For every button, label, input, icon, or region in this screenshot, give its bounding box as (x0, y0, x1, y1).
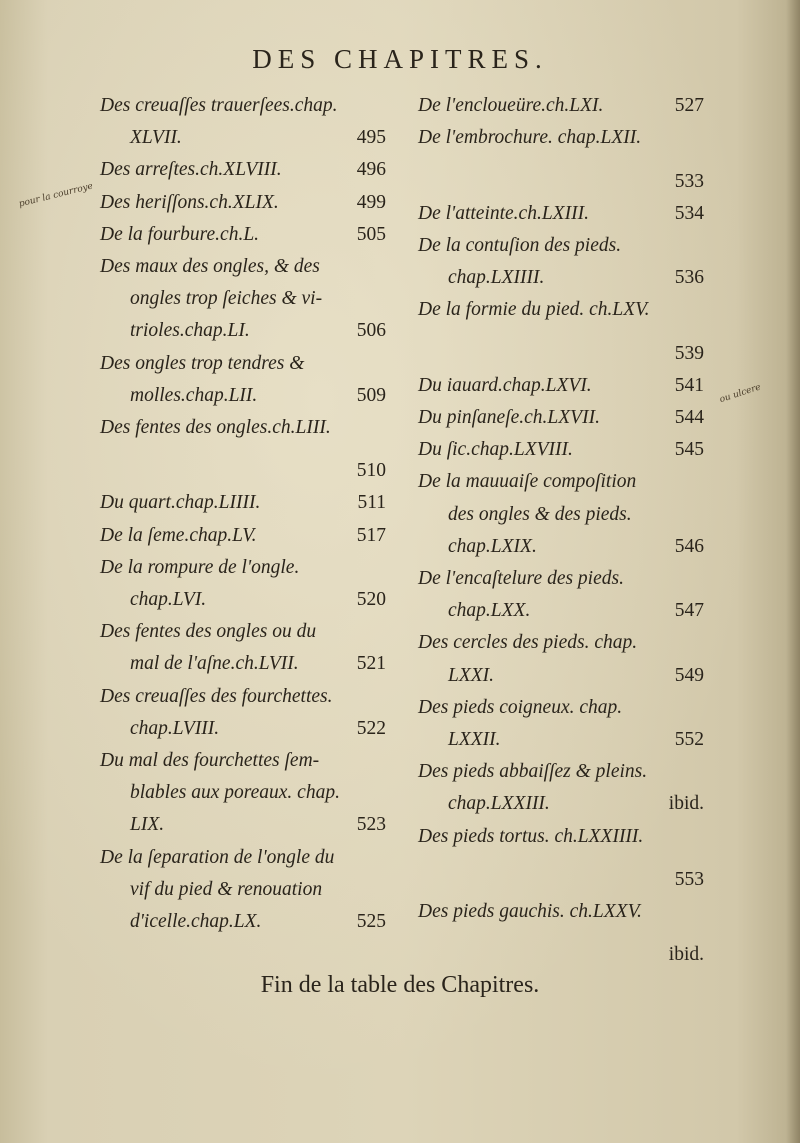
toc-entry-title-line: Des cercles des pieds. chap. (418, 632, 638, 654)
toc-entry (100, 219, 390, 251)
toc-entry-page-number: 499 (356, 191, 386, 213)
toc-entry-title-line: De la ſeparation de l'ongle du (100, 846, 335, 868)
toc-entry (418, 563, 708, 627)
toc-entry-page-number: 505 (356, 223, 386, 245)
toc-entry-title-line: Du ſic.chap.LXVIII. (418, 439, 573, 461)
toc-entry-page-number: 552 (674, 728, 704, 750)
toc-entry-title-line: De la formie du pied. ch.LXV. (418, 299, 650, 321)
toc-entry-title-line: ongles trop ſeiches & vi- (130, 288, 323, 310)
toc-entry-title-line: Du iauard.chap.LXVI. (418, 374, 592, 396)
toc-entry-page-number: 534 (674, 202, 704, 224)
toc-entry-title-line: De l'encloueüre.ch.LXI. (418, 95, 604, 116)
toc-entry-title-line (100, 444, 346, 476)
toc-entry (418, 896, 708, 972)
toc-entry (100, 487, 390, 519)
toc-entry-title-line: XLVII. (130, 127, 182, 149)
toc-entry-title-line: De la mauuaiſe compoſition (418, 471, 637, 493)
toc-entry (418, 122, 708, 198)
toc-entry-title-line: molles.chap.LII. (130, 384, 258, 406)
toc-entry (100, 154, 390, 186)
toc-entry-title-line (418, 327, 664, 359)
page-header: DES CHAPITRES. (252, 44, 548, 74)
table-column-left (100, 90, 390, 938)
toc-entry (418, 294, 708, 370)
toc-entry-title-line: Des fentes des ongles ou du (100, 621, 317, 643)
toc-entry-title-line (418, 853, 664, 885)
toc-entry-page-number: 496 (356, 159, 386, 181)
toc-entry-page-number: 520 (356, 589, 386, 610)
toc-entry-page-number: ibid. (668, 793, 704, 815)
handwritten-note-right: ou ulcere (718, 382, 763, 406)
toc-entry-page-number: 506 (356, 320, 386, 342)
toc-entry-title-line: De l'embrochure. chap.LXII. (418, 127, 642, 149)
toc-entry-page-number: 541 (674, 374, 704, 396)
toc-entry-title-line: De l'atteinte.ch.LXIII. (418, 202, 589, 224)
toc-entry (100, 520, 390, 552)
toc-entry (418, 821, 708, 897)
toc-entry-page-number: 544 (674, 407, 704, 429)
toc-entry-title-line: chap.LVIII. (130, 717, 220, 739)
toc-entry-page-number: 545 (674, 439, 704, 461)
toc-entry-title-line: Des creuaſſes trauerſees.chap. (100, 95, 338, 116)
toc-entry (100, 187, 390, 219)
toc-entry-page-number: 536 (674, 267, 704, 289)
toc-entry-title-line: chap.LXIX. (448, 535, 537, 557)
toc-entry-title-line: chap.LXX. (448, 600, 531, 622)
toc-entry-page-number: 517 (356, 524, 386, 546)
toc-entry-title-line: De la rompure de l'ongle. (100, 556, 300, 578)
toc-entry (418, 198, 708, 230)
toc-entry-title-line: Des fentes des ongles.ch.LIII. (100, 416, 331, 438)
toc-entry (100, 90, 390, 154)
toc-entry-title-line: Des pieds tortus. ch.LXXIIII. (418, 825, 644, 847)
toc-entry (100, 412, 390, 488)
toc-entry-title-line: Des heriſſons.ch.XLIX. (100, 191, 279, 213)
toc-entry (418, 230, 708, 294)
toc-entry-page-number: 521 (356, 653, 386, 675)
toc-entry-page-number: ibid. (668, 944, 704, 966)
toc-entry-page-number: 495 (356, 127, 386, 149)
toc-entry (418, 90, 708, 122)
toc-entry (418, 434, 708, 466)
toc-entry-title-line: De la contuſion des pieds. (418, 234, 622, 256)
toc-entry-title-line: blables aux poreaux. chap. (130, 782, 340, 804)
toc-entry (100, 616, 390, 680)
toc-entry (418, 402, 708, 434)
toc-entry-page-number: 522 (356, 717, 386, 739)
toc-entry-page-number: 510 (356, 460, 386, 482)
toc-entry-title-line: vif du pied & renouation (130, 878, 323, 900)
table-end-footer: Fin de la table des Chapitres. (260, 972, 540, 998)
toc-entry-title-line: De l'encaſtelure des pieds. (418, 568, 624, 589)
handwritten-note-left: pour la courroye (17, 181, 95, 210)
toc-entry-title-line: Des arreſtes.ch.XLVIII. (100, 159, 282, 181)
toc-entry-title-line (418, 154, 664, 186)
toc-entry-title-line: Des maux des ongles, & des (100, 255, 320, 277)
toc-entry-page-number: 525 (356, 910, 386, 932)
toc-entry-title-line: chap.LVI. (130, 589, 207, 610)
toc-entry-title-line: Du pinſaneſe.ch.LXVII. (418, 407, 600, 429)
toc-entry (100, 348, 390, 412)
toc-entry-page-number: 533 (674, 170, 704, 192)
toc-entry (418, 466, 708, 563)
toc-entry-title-line (418, 928, 664, 960)
toc-entry-title-line: Des pieds coigneux. chap. (418, 696, 623, 718)
toc-entry (100, 681, 390, 745)
toc-entry-page-number: 553 (674, 868, 704, 890)
toc-entry-title-line: trioles.chap.LI. (130, 320, 250, 342)
toc-entry-title-line: LXXII. (448, 728, 501, 750)
toc-entry-page-number: 539 (674, 342, 704, 364)
table-column-right (418, 90, 708, 972)
toc-entry (418, 692, 708, 756)
toc-entry-title-line: LXXI. (448, 664, 495, 686)
toc-entry (418, 756, 708, 820)
toc-entry-title-line: Des creuaſſes des fourchettes. (100, 685, 333, 707)
toc-entry (418, 370, 708, 402)
toc-entry-title-line: Des pieds abbaiſſez & pleins. (418, 761, 648, 783)
toc-entry-title-line: De la ſeme.chap.LV. (100, 524, 257, 546)
toc-entry-title-line: De la fourbure.ch.L. (100, 223, 260, 245)
toc-entry-page-number: 549 (674, 664, 704, 686)
toc-entry-title-line: d'icelle.chap.LX. (130, 910, 262, 932)
toc-entry-title-line: Du quart.chap.LIIII. (100, 492, 261, 514)
toc-entry (100, 552, 390, 616)
toc-entry-title-line: Des ongles trop tendres & (100, 352, 305, 374)
toc-entry-title-line: Des pieds gauchis. ch.LXXV. (418, 901, 642, 923)
toc-entry-page-number: 523 (356, 814, 386, 836)
toc-entry-title-line: Du mal des fourchettes ſem- (100, 749, 320, 771)
toc-entry-title-line: mal de l'aſne.ch.LVII. (130, 653, 299, 675)
toc-entry-title-line: LIX. (130, 814, 165, 836)
toc-entry-title-line: chap.LXXIII. (448, 793, 550, 815)
toc-entry-page-number: 509 (356, 384, 386, 406)
toc-entry-page-number: 511 (357, 492, 386, 514)
toc-entry (100, 251, 390, 348)
toc-entry-title-line: des ongles & des pieds. (448, 503, 632, 525)
toc-entry (100, 745, 390, 842)
toc-entry (100, 842, 390, 939)
toc-entry-title-line: chap.LXIIII. (448, 267, 545, 289)
toc-entry (418, 627, 708, 691)
toc-entry-page-number: 547 (674, 600, 704, 622)
toc-entry-page-number: 527 (674, 95, 704, 116)
toc-entry-page-number: 546 (674, 535, 704, 557)
